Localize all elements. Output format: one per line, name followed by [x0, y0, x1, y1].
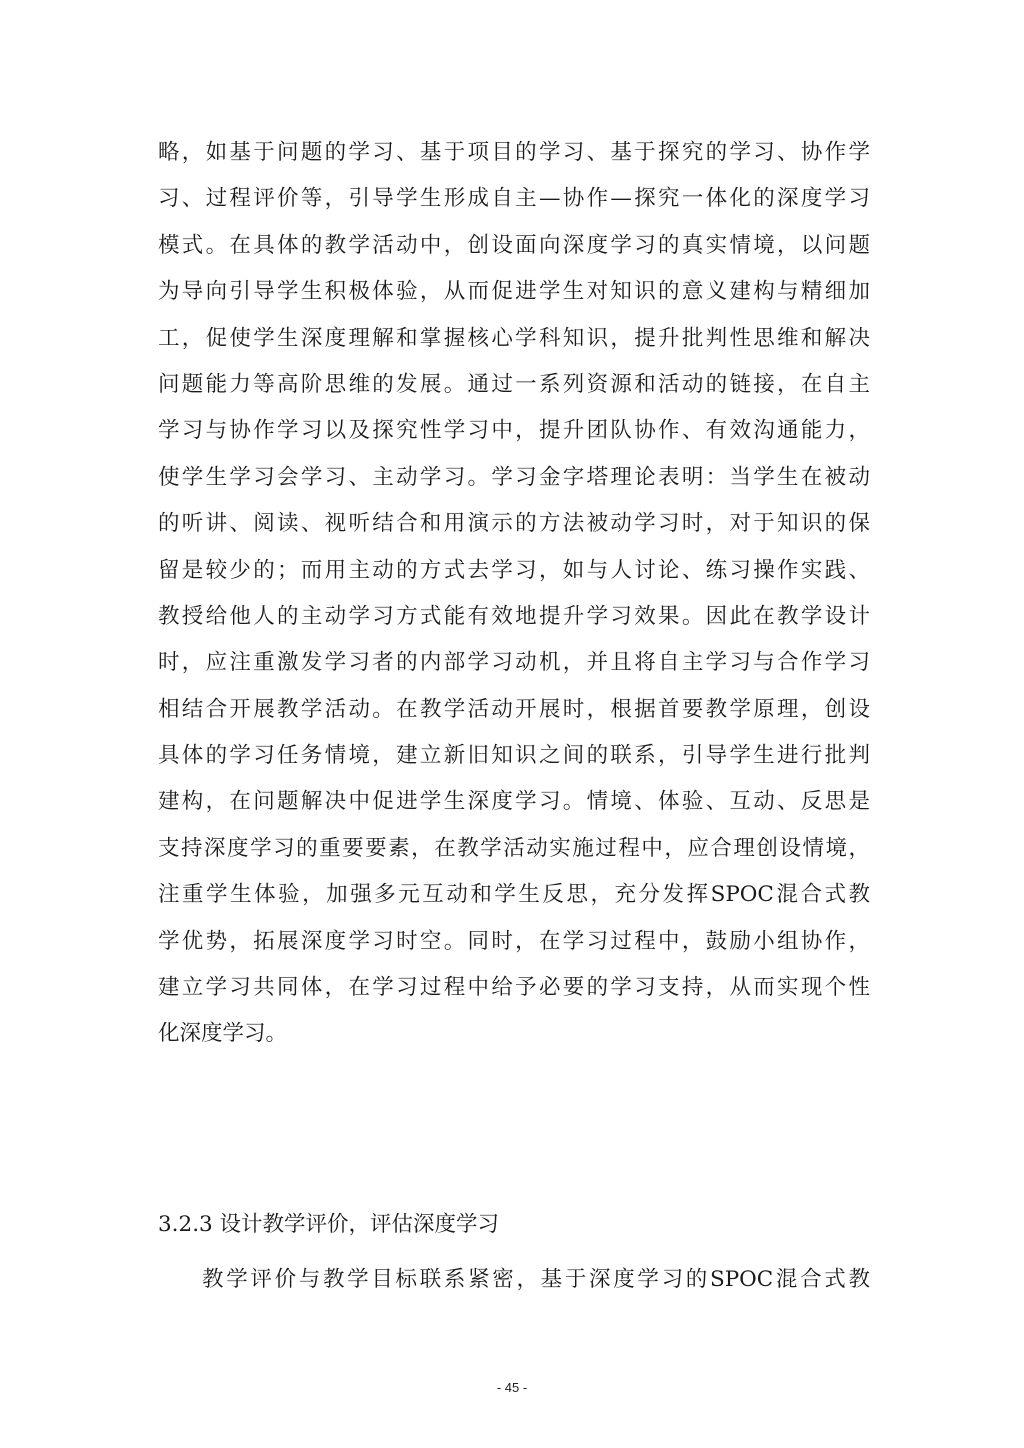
text-line: 化深度学习。 [158, 1021, 288, 1047]
text-line: 具体的学习任务情境，建立新旧知识之间的联系，引导学生进行批判 [158, 743, 870, 769]
text-line: 学优势，拓展深度学习时空。同时，在学习过程中，鼓励小组协作， [158, 928, 870, 954]
text-line: 略，如基于问题的学习、基于项目的学习、基于探究的学习、协作学 [158, 140, 870, 165]
text-line: 建构，在问题解决中促进学生深度学习。情境、体验、互动、反思是 [158, 789, 870, 815]
text-line: 教学评价与教学目标联系紧密，基于深度学习的SPOC混合式教 [202, 1267, 870, 1292]
text-line: 模式。在具体的教学活动中，创设面向深度学习的真实情境，以问题 [158, 232, 870, 258]
text-line: 建立学习共同体，在学习过程中给予必要的学习支持，从而实现个性 [158, 975, 870, 1001]
text-line: 相结合开展教学活动。在教学活动开展时，根据首要教学原理，创设 [158, 696, 870, 722]
paragraph-2 [158, 1257, 870, 1303]
page-number: - 45 - [496, 1380, 528, 1395]
text-line: 使学生学习会学习、主动学习。学习金字塔理论表明：当学生在被动 [158, 464, 870, 490]
text-line: 学习与协作学习以及探究性学习中，提升团队协作、有效沟通能力， [158, 418, 870, 444]
text-line: 留是较少的；而用主动的方式去学习，如与人讨论、练习操作实践、 [158, 557, 870, 583]
text-line: 教授给他人的主动学习方式能有效地提升学习效果。因此在教学设计 [158, 603, 870, 629]
text-line: 支持深度学习的重要要素，在教学活动实施过程中，应合理创设情境， [158, 835, 870, 861]
text-line: 时，应注重激发学习者的内部学习动机，并且将自主学习与合作学习 [158, 650, 870, 676]
text-line: 习、过程评价等，引导学生形成自主—协作—探究一体化的深度学习 [158, 186, 870, 212]
text-line: 为导向引导学生积极体验，从而促进学生对知识的意义建构与精细加 [158, 279, 870, 305]
text-line: 问题能力等高阶思维的发展。通过一系列资源和活动的链接，在自主 [158, 371, 870, 397]
text-line: 工，促使学生深度理解和掌握核心学科知识，提升批判性思维和解决 [158, 325, 870, 351]
section-heading: 3.2.3 设计教学评价，评估深度学习 [158, 1212, 500, 1237]
text-line: 的听讲、阅读、视听结合和用演示的方法被动学习时，对于知识的保 [158, 511, 870, 537]
text-line: 注重学生体验，加强多元互动和学生反思，充分发挥SPOC混合式教 [158, 882, 870, 908]
paragraph-1 [158, 130, 870, 1058]
